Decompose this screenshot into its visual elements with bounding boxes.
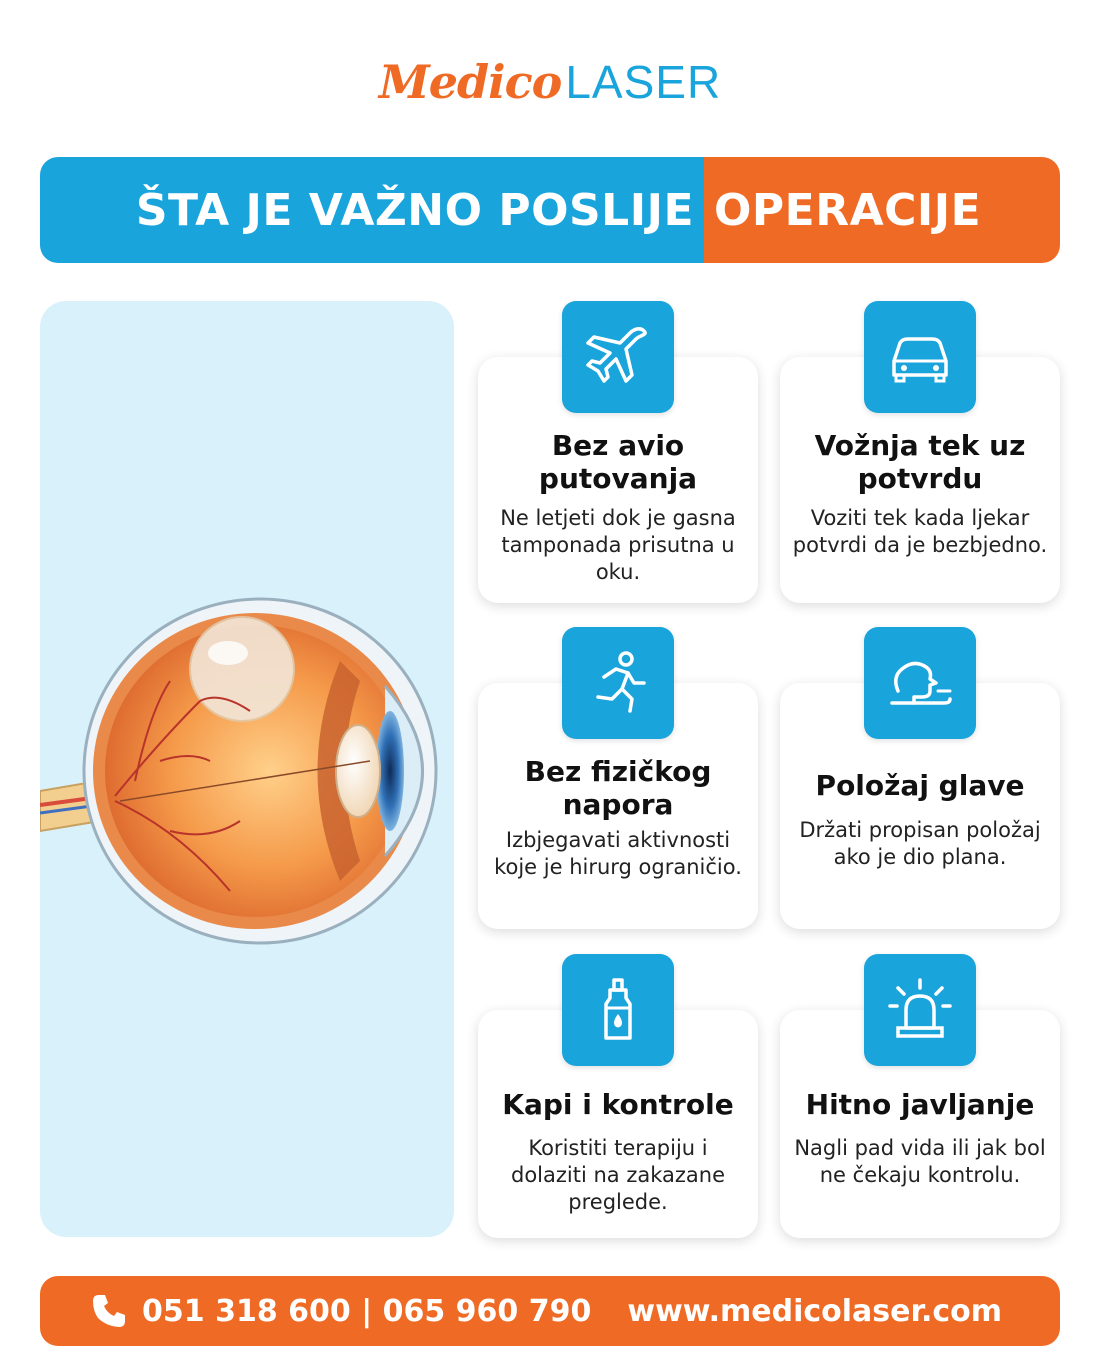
card-description: Ne letjeti dok je gasna tamponada prisutna u oku. xyxy=(500,506,736,584)
head-position-icon xyxy=(884,647,956,719)
card-icon-box xyxy=(562,627,674,739)
card-driving xyxy=(780,357,1060,603)
card-title: Kapi i kontrole xyxy=(502,1088,734,1121)
title-text-accent: OPERACIJE xyxy=(714,184,982,236)
card-description: Koristiti terapiju i dolaziti na zakazane preglede. xyxy=(510,1136,725,1214)
card-air-travel xyxy=(478,357,758,603)
eye-drops-bottle-icon xyxy=(582,974,654,1046)
emergency-siren-icon xyxy=(884,974,956,1046)
card-icon-box xyxy=(562,301,674,413)
card-title: Hitno javljanje xyxy=(805,1088,1035,1121)
eye-illustration-panel xyxy=(40,301,454,1237)
card-title: Bez fizičkog napora xyxy=(524,755,712,821)
phone-numbers[interactable]: 051 318 600 | 065 960 790 xyxy=(142,1293,592,1329)
airplane-icon xyxy=(582,321,654,393)
card-icon-box xyxy=(864,301,976,413)
card-title: Vožnja tek uz potvrdu xyxy=(814,429,1026,495)
card-emergency xyxy=(780,1010,1060,1238)
website-link[interactable]: www.medicolaser.com xyxy=(627,1293,1003,1329)
running-person-icon xyxy=(582,647,654,719)
card-description: Voziti tek kada ljekar potvrdi da je bezbjedno. xyxy=(792,506,1048,557)
title-banner xyxy=(40,157,1060,263)
card-head-position xyxy=(780,683,1060,929)
title-banner-blue xyxy=(40,157,704,263)
car-icon xyxy=(884,321,956,393)
card-title: Položaj glave xyxy=(815,769,1025,802)
card-physical-effort xyxy=(478,683,758,929)
card-icon-box xyxy=(562,954,674,1066)
card-drops-checkups xyxy=(478,1010,758,1238)
card-description: Držati propisan položaj ako je dio plana. xyxy=(799,818,1041,869)
eye-anatomy-illustration xyxy=(40,591,454,951)
card-description: Nagli pad vida ili jak bol ne čekaju kontrolu. xyxy=(794,1136,1046,1187)
card-title: Bez avio putovanja xyxy=(538,429,698,495)
logo-medico-text: Medico xyxy=(378,55,562,109)
contact-footer xyxy=(40,1276,1060,1346)
card-description: Izbjegavati aktivnosti koje je hirurg ograničio. xyxy=(494,828,742,879)
title-text-main: ŠTA JE VAŽNO POSLIJE xyxy=(135,184,694,236)
title-banner-orange xyxy=(704,157,1060,263)
card-icon-box xyxy=(864,954,976,1066)
card-icon-box xyxy=(864,627,976,739)
logo-laser-text: LASER xyxy=(565,56,722,108)
phone-icon xyxy=(90,1292,128,1330)
logo xyxy=(0,55,1100,115)
